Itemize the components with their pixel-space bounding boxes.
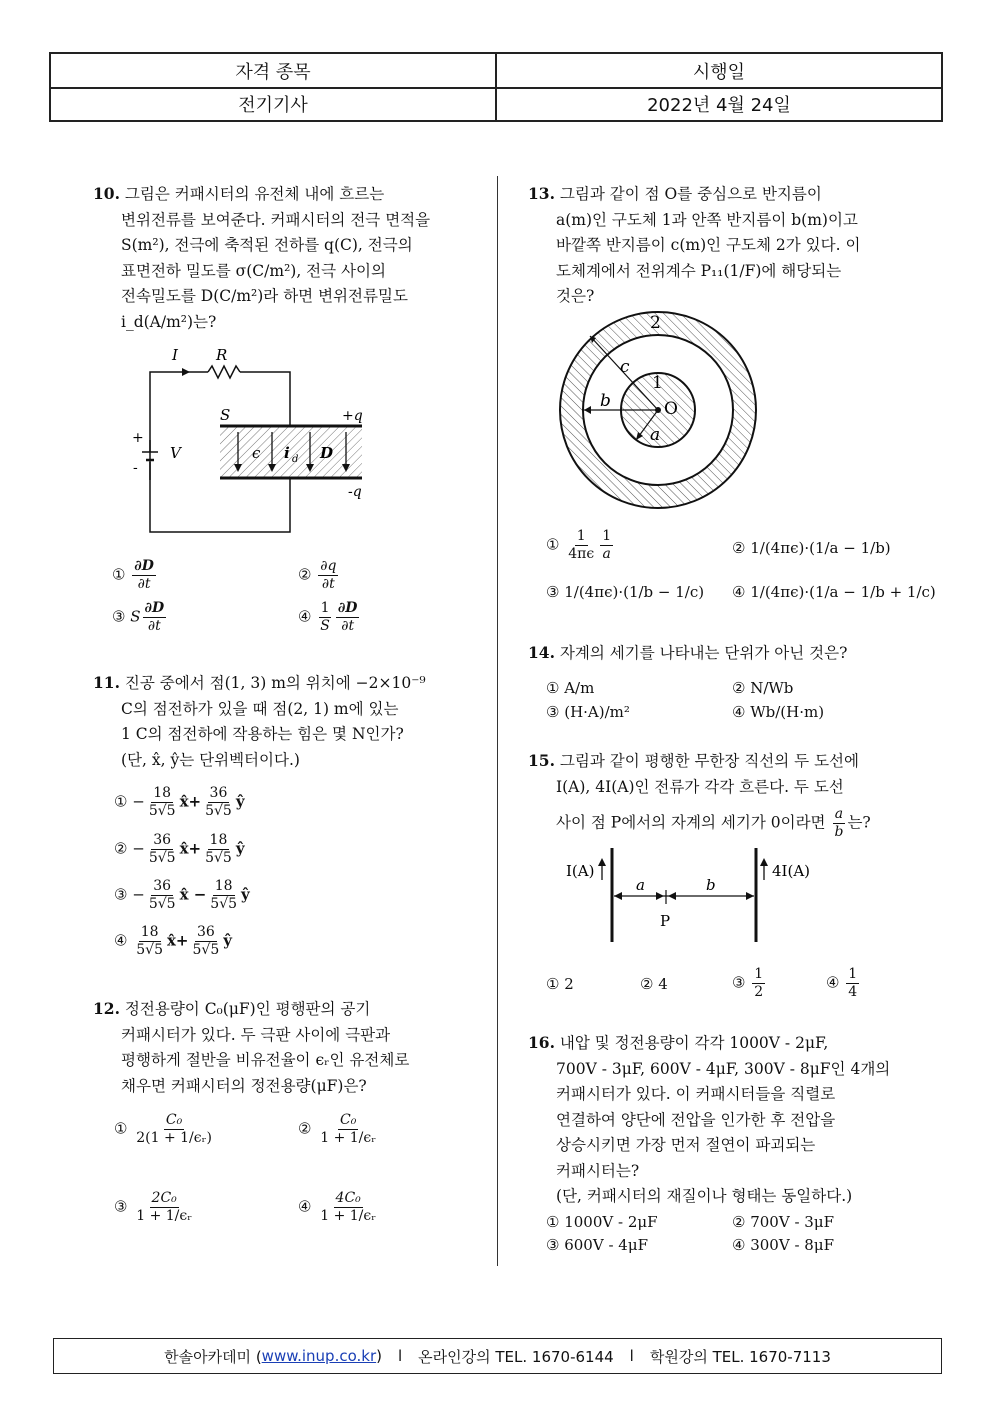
q11-number: 11. bbox=[93, 673, 120, 692]
q10-line: S(m²), 전극에 축적된 전하를 q(C), 전극의 bbox=[121, 236, 413, 254]
column-divider bbox=[497, 176, 498, 1266]
q10-option-4[interactable]: ④ $\frac{1}{S}$ $\frac{\partial D}{\partial t}$ bbox=[298, 600, 358, 634]
q14-option-2[interactable]: ② N/Wb bbox=[732, 679, 794, 697]
q15-option-4[interactable]: ④ $\frac{1}{4}$ bbox=[826, 966, 858, 1000]
footer-separator: l bbox=[629, 1347, 634, 1365]
q12-option-1[interactable]: ① $\frac{\text{C₀}}{\text{2(1 + 1/ϵᵣ)}}$ bbox=[114, 1112, 212, 1146]
fig-label-S: S bbox=[220, 406, 231, 424]
question-11 bbox=[93, 670, 488, 773]
footer-after-url: ) bbox=[376, 1347, 382, 1365]
footer-website-link[interactable]: www.inup.co.kr bbox=[261, 1347, 377, 1365]
q12-line: 평행하게 절반을 비유전율이 ϵᵣ인 유전체로 bbox=[121, 1051, 410, 1069]
q13-number: 13. bbox=[528, 184, 555, 203]
q12-line: 커패시터가 있다. 두 극판 사이에 극판과 bbox=[121, 1025, 391, 1044]
fig-label-left-current: I(A) bbox=[566, 862, 595, 880]
q10-option-3[interactable]: ③ S $\frac{\partial D}{\partial t}$ bbox=[112, 600, 165, 634]
footer-online-tel: 온라인강의 TEL. 1670-6144 bbox=[418, 1347, 614, 1366]
q10-line: 표면전하 밀도를 σ(C/m²), 전극 사이의 bbox=[121, 261, 386, 280]
q16-option-1[interactable]: ① 1000V - 2μF bbox=[546, 1213, 658, 1231]
q16-option-4[interactable]: ④ 300V - 8μF bbox=[732, 1236, 834, 1254]
q16-line: 700V - 3μF, 600V - 4μF, 300V - 8μF인 4개의 bbox=[556, 1059, 891, 1078]
q11-option-4[interactable]: ④ $\frac{18}{5√5}$ x̂+ $\frac{36}{5√5}$ ŷ bbox=[114, 924, 232, 958]
q15-ratio-denominator: b bbox=[834, 824, 844, 840]
q13-line: 그림과 같이 점 O를 중심으로 반지름이 bbox=[559, 185, 822, 203]
q10-line: 전속밀도를 D(C/m²)라 하면 변위전류밀도 bbox=[121, 287, 408, 305]
fig-battery-plus: + bbox=[132, 430, 144, 446]
q13-option-1[interactable]: ① $\frac{1}{4\pi\epsilon}$ $\frac{1}{a}$ bbox=[546, 528, 612, 562]
footer-offline-tel: 학원강의 TEL. 1670-7113 bbox=[649, 1347, 831, 1366]
question-12 bbox=[93, 996, 488, 1099]
q15-line: I(A), 4I(A)인 전류가 각각 흐른다. 두 도선 bbox=[556, 777, 844, 796]
q16-line: (단, 커패시터의 재질이나 형태는 동일하다.) bbox=[556, 1187, 853, 1205]
q12-option-2[interactable]: ② $\frac{\text{C₀}}{\text{1 + 1/ϵᵣ}}$ bbox=[298, 1112, 377, 1146]
q12-line: 정전용량이 C₀(μF)인 평행판의 공기 bbox=[124, 1000, 371, 1018]
fig-label-b: b bbox=[706, 876, 716, 894]
q16-line: 커패시터는? bbox=[556, 1161, 640, 1180]
q16-option-2[interactable]: ② 700V - 3μF bbox=[732, 1213, 834, 1231]
fig-label-D: D bbox=[320, 444, 334, 462]
q15-parallel-wires-figure bbox=[556, 842, 836, 952]
fig-label-id: i bbox=[284, 444, 290, 462]
q10-number: 10. bbox=[93, 184, 120, 203]
question-13 bbox=[528, 181, 928, 310]
q14-text: 자계의 세기를 나타내는 단위가 아닌 것은? bbox=[559, 644, 848, 662]
q16-line: 상승시키면 가장 먼저 절연이 파괴되는 bbox=[556, 1136, 816, 1154]
q11-line: C의 점전하가 있을 때 점(2, 1) m에 있는 bbox=[121, 699, 399, 718]
q13-option-3[interactable]: ③ 1/(4πϵ)·(1/b − 1/c) bbox=[546, 583, 705, 601]
question-16 bbox=[528, 1030, 928, 1210]
q13-option-4[interactable]: ④ 1/(4πϵ)·(1/a − 1/b + 1/c) bbox=[732, 583, 936, 601]
q11-option-2[interactable]: ② − $\frac{36}{5√5}$ x̂+ $\frac{18}{5√5}$ ŷ bbox=[114, 832, 245, 866]
q15-line: 그림과 같이 평행한 무한장 직선의 두 도선에 bbox=[559, 752, 859, 770]
footer-academy: 한솔아카데미 ( bbox=[164, 1347, 262, 1366]
fig-label-O: O bbox=[664, 399, 678, 419]
fig-label-V: V bbox=[170, 444, 181, 462]
q16-line: 내압 및 정전용량이 각각 1000V - 2μF, bbox=[559, 1034, 829, 1052]
q14-option-4[interactable]: ④ Wb/(H·m) bbox=[732, 703, 825, 721]
header-subject: 전기기사 bbox=[51, 87, 497, 120]
q15-ratio-numerator: a bbox=[834, 806, 844, 822]
q15-option-3[interactable]: ③ $\frac{1}{2}$ bbox=[732, 966, 764, 1000]
fig-label-right-current: 4I(A) bbox=[772, 862, 811, 880]
q16-number: 16. bbox=[528, 1033, 555, 1052]
question-10 bbox=[93, 181, 483, 335]
q11-option-3[interactable]: ③ − $\frac{36}{5√5}$ x̂ − $\frac{18}{5√5}$ ŷ bbox=[114, 878, 250, 912]
fig-label-epsilon: ϵ bbox=[252, 444, 261, 462]
question-14 bbox=[528, 640, 928, 667]
fig-label-1: 1 bbox=[652, 373, 663, 393]
fig-label-a: a bbox=[650, 425, 661, 445]
header-col2-label: 시행일 bbox=[692, 61, 746, 83]
fig-label-I: I bbox=[172, 346, 178, 364]
fig-label-plus-q: +q bbox=[342, 408, 363, 424]
footer-separator: l bbox=[397, 1347, 403, 1365]
q14-number: 14. bbox=[528, 643, 555, 662]
header-date: 2022년 4월 24일 bbox=[647, 94, 791, 116]
q16-line: 커패시터가 있다. 이 커패시터들을 직렬로 bbox=[556, 1085, 836, 1103]
q16-line: 연결하여 양단에 전압을 인가한 후 전압을 bbox=[556, 1110, 836, 1129]
q13-line: 것은? bbox=[556, 287, 595, 305]
q12-number: 12. bbox=[93, 999, 120, 1018]
fig-label-R: R bbox=[216, 346, 228, 364]
q12-option-4[interactable]: ④ $\frac{\text{4C₀}}{\text{1 + 1/ϵᵣ}}$ bbox=[298, 1190, 377, 1224]
fig-label-a: a bbox=[636, 876, 645, 894]
q13-concentric-sphere-figure bbox=[556, 308, 766, 518]
q10-option-2[interactable]: ② $\frac{\partial q}{\partial t}$ bbox=[298, 558, 337, 592]
q11-line: (단, x̂, ŷ는 단위벡터이다.) bbox=[121, 750, 300, 769]
q12-line: 채우면 커패시터의 정전용량(μF)은? bbox=[121, 1076, 367, 1095]
q13-line: 도체계에서 전위계수 P₁₁(1/F)에 해당되는 bbox=[556, 261, 842, 280]
q15-option-2[interactable]: ② 4 bbox=[640, 975, 668, 993]
footer-bar bbox=[53, 1338, 942, 1374]
fig-label-b: b bbox=[600, 391, 611, 411]
q10-capacitor-circuit-figure bbox=[120, 340, 380, 540]
question-15 bbox=[528, 748, 928, 841]
header-col1-label: 자격 종목 bbox=[51, 54, 497, 87]
q14-option-1[interactable]: ① A/m bbox=[546, 679, 595, 697]
q15-option-1[interactable]: ① 2 bbox=[546, 975, 574, 993]
q11-line: 진공 중에서 점(1, 3) m의 위치에 −2×10⁻⁹ bbox=[124, 674, 426, 692]
fig-label-id-sub: d bbox=[292, 454, 299, 465]
q15-line-3: 사이 점 P에서의 자계의 세기가 0이라면 $\frac{a}{b}$ 는? bbox=[556, 806, 871, 840]
q11-line: 1 C의 점전하에 작용하는 힘은 몇 N인가? bbox=[121, 725, 404, 743]
header-table bbox=[49, 52, 943, 122]
q13-line: 바깥쪽 반지름이 c(m)인 구도체 2가 있다. 이 bbox=[556, 236, 861, 254]
q13-option-2[interactable]: ② 1/(4πϵ)·(1/a − 1/b) bbox=[732, 539, 891, 557]
fig-label-minus-q: -q bbox=[348, 484, 362, 500]
q10-line: i_d(A/m²)는? bbox=[121, 312, 217, 331]
q10-option-1[interactable]: ① $\frac{\partial D}{\partial t}$ bbox=[112, 558, 154, 592]
q14-option-3[interactable]: ③ (H·A)/m² bbox=[546, 703, 630, 721]
q16-option-3[interactable]: ③ 600V - 4μF bbox=[546, 1236, 648, 1254]
q10-line: 변위전류를 보여준다. 커패시터의 전극 면적을 bbox=[121, 210, 431, 229]
fig-label-2: 2 bbox=[650, 313, 661, 333]
q10-line: 그림은 커패시터의 유전체 내에 흐르는 bbox=[124, 185, 385, 203]
q11-option-1[interactable]: ① − $\frac{18}{5√5}$ x̂+ $\frac{36}{5√5}$ ŷ bbox=[114, 785, 245, 819]
fig-label-c: c bbox=[620, 357, 630, 377]
fig-label-P: P bbox=[660, 912, 671, 930]
q13-line: a(m)인 구도체 1과 안쪽 반지름이 b(m)이고 bbox=[556, 210, 858, 229]
fig-battery-minus: - bbox=[133, 460, 138, 476]
q12-option-3[interactable]: ③ $\frac{\text{2C₀}}{\text{1 + 1/ϵᵣ}}$ bbox=[114, 1190, 193, 1224]
q15-number: 15. bbox=[528, 751, 555, 770]
